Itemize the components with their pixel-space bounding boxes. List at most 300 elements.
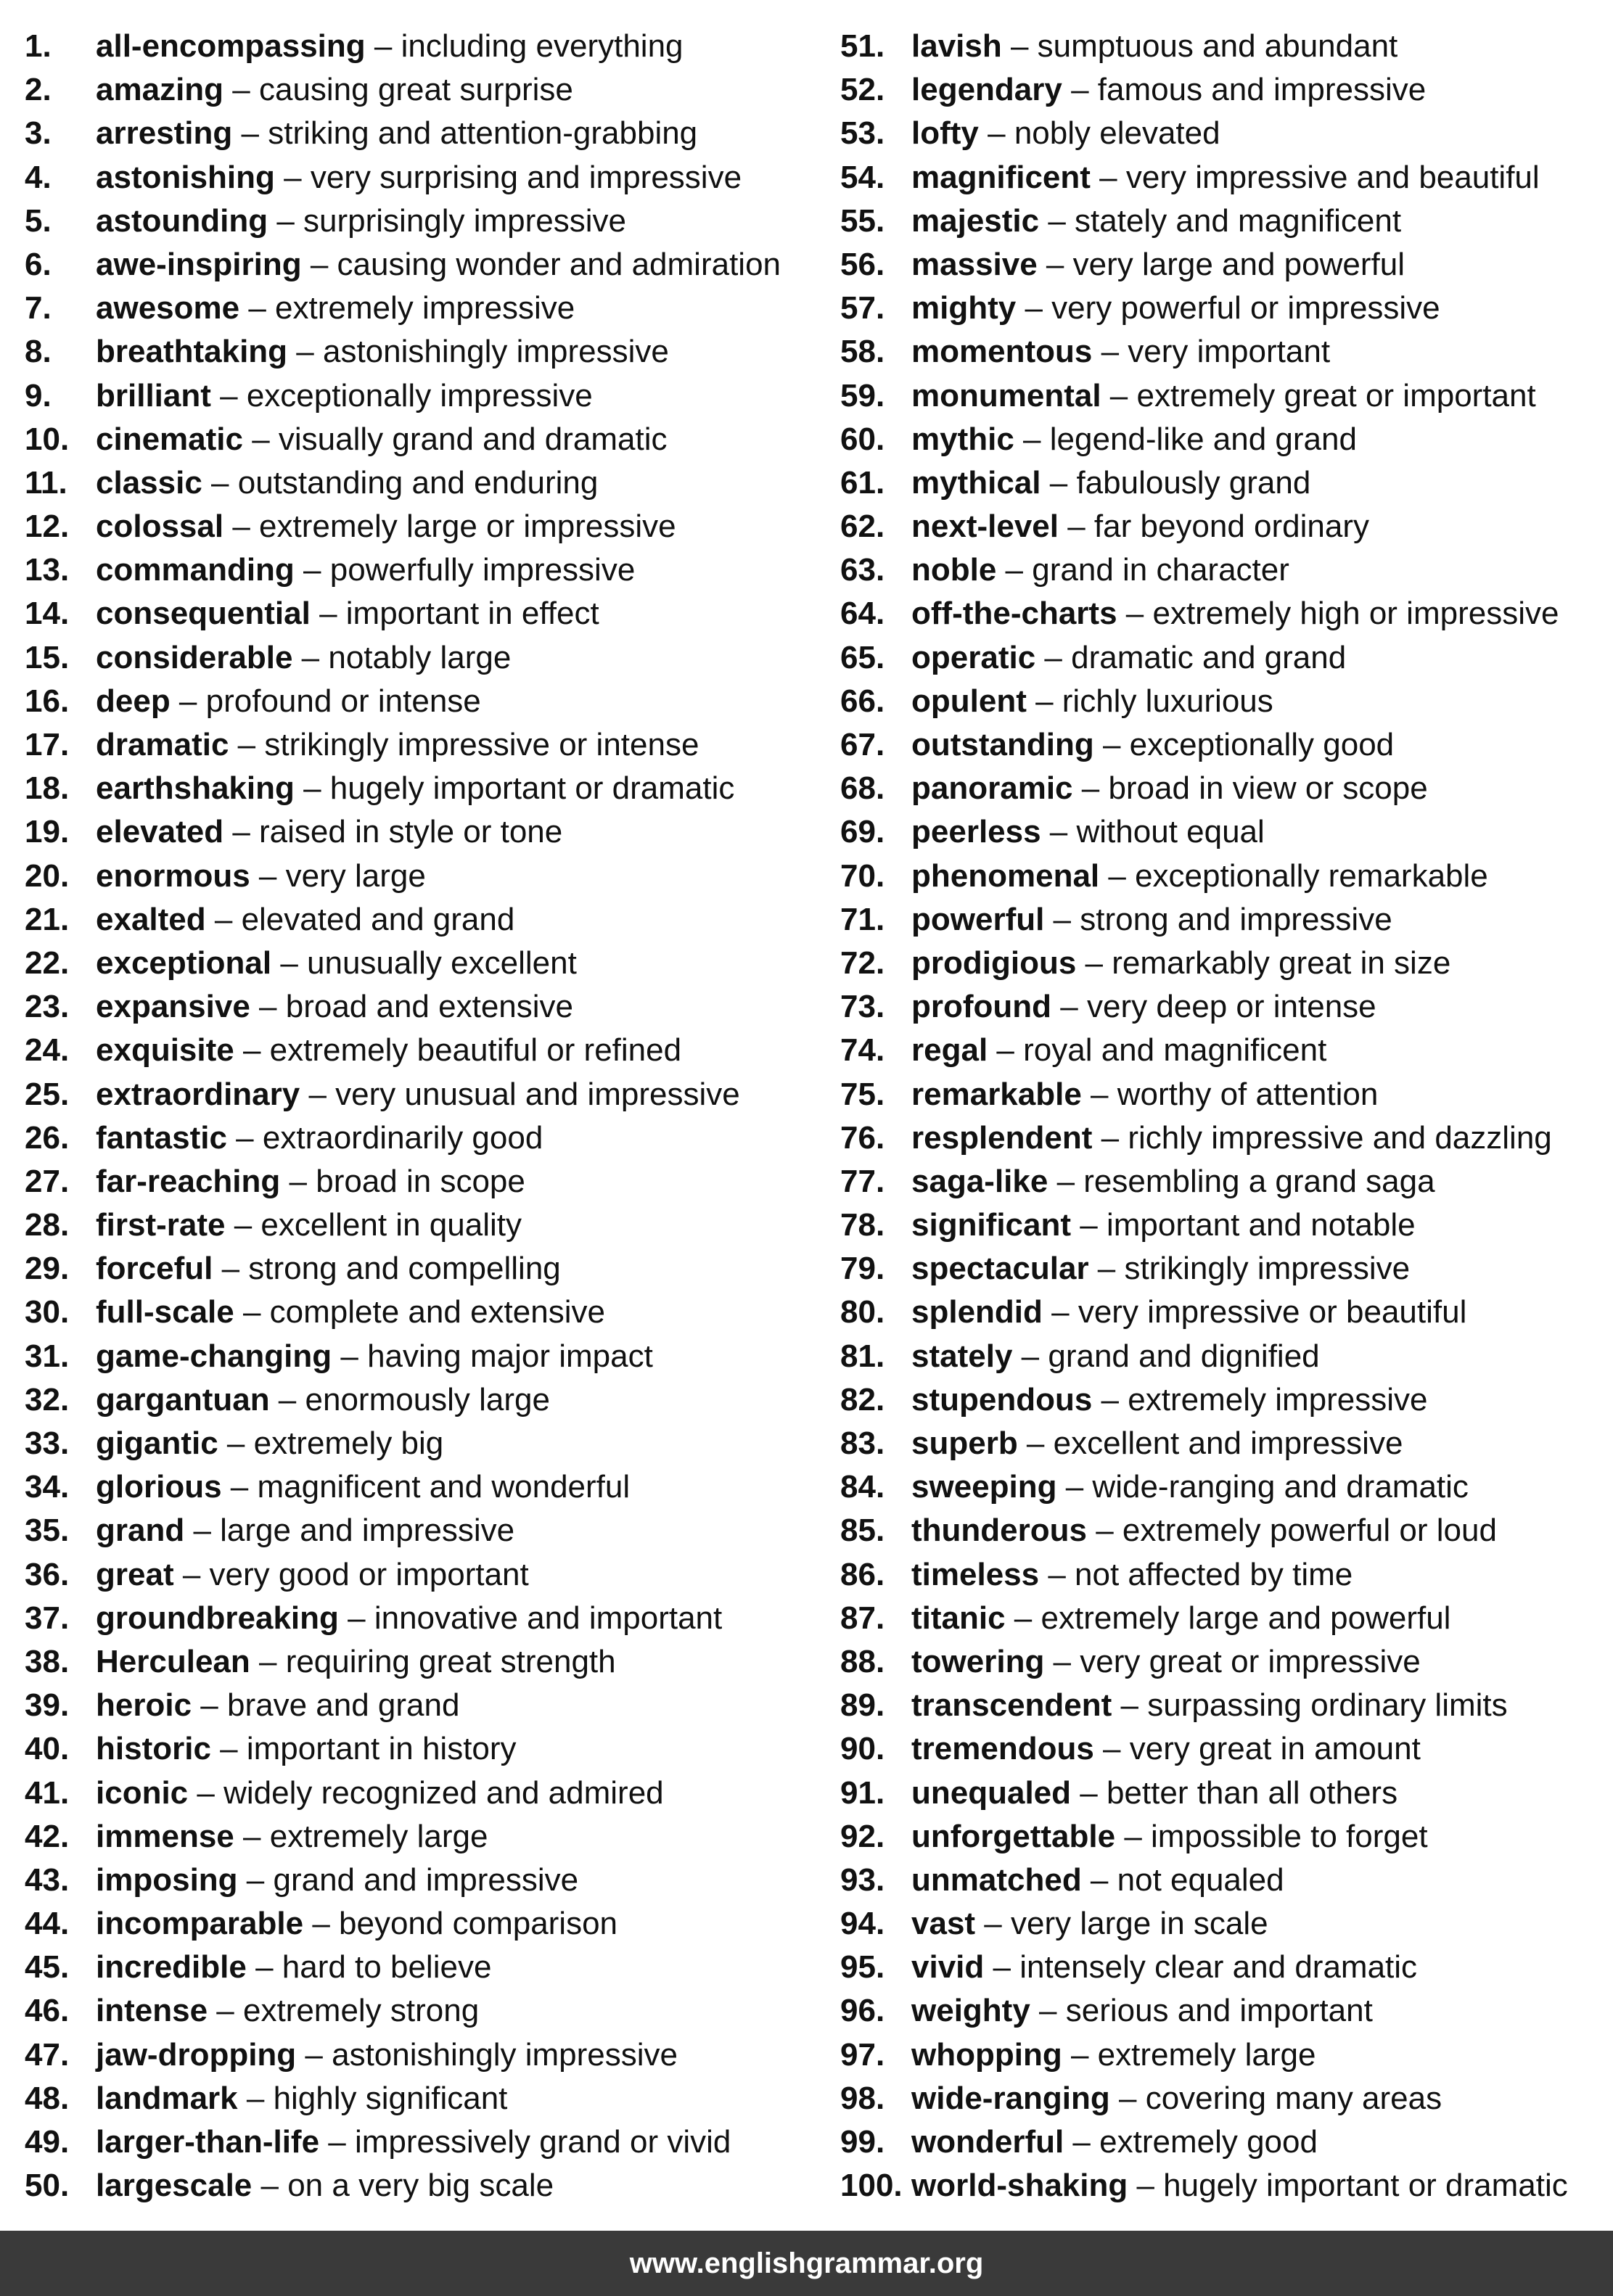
list-item-word: consequential (96, 596, 311, 632)
list-item-number: 45. (25, 1949, 70, 1986)
list-item (25, 505, 808, 548)
list-item-definition: causing wonder and admiration (337, 246, 781, 282)
list-item-number: 37. (25, 1600, 70, 1636)
list-item-dash: – (237, 1861, 274, 1898)
footer-url: www.englishgrammar.org (629, 2247, 984, 2279)
list-item-dash: – (301, 246, 337, 282)
list-item-dash: – (1048, 1163, 1084, 1199)
list-item-word: amazing (96, 72, 224, 108)
list-item-number: 44. (25, 1906, 70, 1942)
list-item (840, 156, 1609, 199)
list-item (840, 68, 1609, 112)
list-item (840, 1203, 1609, 1247)
list-item-dash: – (1026, 683, 1062, 719)
list-item-number: 77. (840, 1163, 885, 1199)
list-item-definition: highly significant (273, 2080, 508, 2116)
list-item-word: mythic (911, 421, 1014, 457)
list-item-number: 22. (25, 945, 70, 981)
list-item-dash: – (303, 1906, 340, 1942)
list-item-dash: – (225, 1207, 261, 1243)
list-item-dash: – (242, 421, 279, 457)
list-item-number: 9. (25, 377, 52, 413)
list-item-definition: very impressive or beautiful (1078, 1294, 1467, 1330)
list-item-number: 14. (25, 596, 70, 632)
list-item-number: 86. (840, 1556, 885, 1592)
list-item-dash: – (246, 1949, 282, 1986)
list-item (840, 1160, 1609, 1203)
list-item-definition: better than all others (1106, 1774, 1398, 1811)
list-item-word: glorious (96, 1469, 222, 1505)
list-item (25, 1160, 808, 1203)
list-item-number: 4. (25, 159, 52, 195)
list-item-definition: elevated and grand (241, 901, 515, 937)
list-item-number: 80. (840, 1294, 885, 1330)
list-item-dash: – (338, 1600, 374, 1636)
list-item-number: 23. (25, 989, 70, 1025)
list-item-word: outstanding (911, 727, 1094, 762)
list-item-dash: – (1044, 901, 1080, 937)
list-item-word: great (96, 1556, 174, 1592)
list-item-dash: – (1090, 159, 1126, 195)
list-item-dash: – (996, 552, 1033, 588)
list-item (25, 418, 808, 461)
list-item-number: 41. (25, 1774, 70, 1811)
list-item-dash: – (208, 1993, 243, 2029)
list-item-word: astonishing (96, 159, 275, 195)
list-item-definition: very good or important (209, 1556, 529, 1592)
list-item-definition: strong and compelling (248, 1251, 561, 1287)
list-item (840, 723, 1609, 767)
list-item-number: 53. (840, 115, 885, 152)
list-item-word: unequaled (911, 1774, 1072, 1811)
list-item (840, 374, 1609, 418)
list-item-number: 11. (25, 464, 67, 501)
list-item-definition: grand and impressive (273, 1861, 579, 1898)
list-item-dash: – (1101, 377, 1137, 413)
list-item-word: groundbreaking (96, 1600, 339, 1636)
list-item-definition: extremely good (1099, 2124, 1318, 2160)
list-item-dash: – (1109, 2080, 1146, 2116)
list-item-dash: – (1016, 290, 1052, 326)
list-item-word: transcendent (911, 1687, 1112, 1724)
list-item-number: 12. (25, 509, 70, 545)
list-item-definition: exceptionally impressive (246, 377, 593, 413)
list-item-definition: far beyond ordinary (1093, 509, 1370, 545)
list-item-definition: very large (285, 857, 426, 894)
list-item (840, 1684, 1609, 1727)
list-item-word: historic (96, 1731, 211, 1767)
list-item-word: dramatic (96, 727, 229, 762)
list-item-word: jaw-dropping (96, 2036, 297, 2073)
list-item-dash: – (232, 115, 268, 152)
list-item-dash: – (1014, 421, 1050, 457)
list-item-dash: – (1072, 770, 1109, 807)
list-item-definition: richly luxurious (1062, 683, 1273, 719)
list-item-number: 72. (840, 945, 885, 981)
list-item (25, 25, 808, 68)
list-item-number: 91. (840, 1774, 885, 1811)
list-item-definition: serious and important (1065, 1993, 1373, 2029)
list-item-word: lavish (911, 28, 1002, 64)
list-item-number: 67. (840, 727, 885, 762)
list-item (25, 680, 808, 723)
list-item (840, 1509, 1609, 1552)
list-item-number: 95. (840, 1949, 885, 1986)
list-item-dash: – (310, 596, 346, 632)
list-item-definition: without equal (1076, 814, 1265, 850)
list-item (25, 1553, 808, 1597)
list-item-number: 8. (25, 334, 52, 370)
list-item-word: expansive (96, 989, 250, 1025)
list-item-word: massive (911, 246, 1038, 282)
list-item-number: 97. (840, 2036, 885, 2073)
list-item-number: 57. (840, 290, 885, 326)
list-item-definition: profound or intense (205, 683, 481, 719)
list-item (25, 1422, 808, 1465)
list-item-dash: – (1092, 1381, 1128, 1417)
list-item-number: 74. (840, 1032, 885, 1069)
list-item-number: 13. (25, 552, 70, 588)
list-item-dash: – (287, 334, 323, 370)
list-item-number: 82. (840, 1381, 885, 1417)
list-item-dash: – (218, 1425, 254, 1461)
list-item (25, 1902, 808, 1946)
list-item (840, 1946, 1609, 1989)
list-item-definition: resembling a grand saga (1083, 1163, 1435, 1199)
list-item-dash: – (1042, 1294, 1078, 1330)
list-item-number: 47. (25, 2036, 70, 2073)
list-item-word: largescale (96, 2168, 253, 2204)
list-item (25, 68, 808, 112)
list-item (840, 855, 1609, 898)
list-item-dash: – (300, 1076, 336, 1112)
list-item (840, 2033, 1609, 2077)
list-item (25, 2033, 808, 2077)
list-item-word: Herculean (96, 1643, 250, 1679)
list-item-word: wonderful (911, 2124, 1064, 2160)
list-item-word: world-shaking (911, 2168, 1128, 2204)
list-item-dash: – (192, 1687, 227, 1724)
list-item (25, 1073, 808, 1116)
list-item-word: commanding (96, 552, 295, 588)
list-item-definition: surprisingly impressive (303, 202, 627, 239)
list-item-definition: extremely beautiful or refined (269, 1032, 682, 1069)
list-item-definition: extremely large (1097, 2036, 1316, 2073)
list-item-word: stupendous (911, 1381, 1093, 1417)
list-item-number: 65. (840, 639, 885, 675)
list-item-number: 92. (840, 1818, 885, 1854)
list-item (25, 287, 808, 330)
list-item-number: 73. (840, 989, 885, 1025)
list-item-dash: – (1039, 1556, 1075, 1592)
list-item (840, 1553, 1609, 1597)
list-item-word: larger-than-life (96, 2124, 320, 2160)
list-item-number: 96. (840, 1993, 885, 2029)
list-item (25, 330, 808, 374)
list-item (25, 1029, 808, 1072)
list-item-word: far-reaching (96, 1163, 281, 1199)
list-item-dash: – (223, 509, 260, 545)
list-item-dash: – (292, 639, 329, 675)
list-item-number: 61. (840, 464, 885, 501)
list-item-definition: innovative and important (374, 1600, 723, 1636)
list-item-definition: astonishingly impressive (332, 2036, 678, 2073)
list-item-dash: – (1088, 1251, 1125, 1287)
list-item-definition: striking and attention-grabbing (268, 115, 698, 152)
list-item (840, 287, 1609, 330)
list-item-dash: – (170, 683, 206, 719)
list-item-definition: important in effect (345, 596, 599, 632)
list-item-definition: outstanding and enduring (237, 464, 599, 501)
list-item-dash: – (1062, 2036, 1098, 2073)
list-item-word: all-encompassing (96, 28, 366, 64)
list-item-number: 28. (25, 1207, 70, 1243)
list-item (25, 112, 808, 155)
list-item-definition: nobly elevated (1014, 115, 1220, 152)
list-item-word: cinematic (96, 421, 243, 457)
list-item-dash: – (223, 814, 260, 850)
list-item-number: 32. (25, 1381, 70, 1417)
list-item-dash: – (1037, 246, 1073, 282)
list-item-dash: – (184, 1513, 221, 1549)
list-item-word: unforgettable (911, 1818, 1116, 1854)
list-item-dash: – (234, 1294, 270, 1330)
list-item-definition: widely recognized and admired (223, 1774, 664, 1811)
list-item-definition: brave and grand (226, 1687, 460, 1724)
list-item-number: 40. (25, 1731, 70, 1767)
list-item-word: extraordinary (96, 1076, 300, 1112)
list-item-number: 98. (840, 2080, 885, 2116)
list-item-definition: exceptionally remarkable (1135, 857, 1488, 894)
list-item-number: 68. (840, 770, 885, 807)
list-item-number: 49. (25, 2124, 70, 2160)
list-item-definition: wide-ranging and dramatic (1092, 1469, 1469, 1505)
list-item-definition: broad in view or scope (1108, 770, 1428, 807)
list-item-number: 58. (840, 334, 885, 370)
list-item-dash: – (239, 290, 276, 326)
list-item-dash: – (221, 1469, 258, 1505)
list-item-number: 87. (840, 1600, 885, 1636)
list-item-dash: – (205, 901, 242, 937)
list-item-number: 33. (25, 1425, 70, 1461)
list-item-number: 88. (840, 1643, 885, 1679)
list-item-word: majestic (911, 202, 1040, 239)
list-item-number: 38. (25, 1643, 70, 1679)
list-item-definition: covering many areas (1145, 2080, 1442, 2116)
list-item-number: 52. (840, 72, 885, 108)
list-item-dash: – (294, 552, 330, 588)
list-item-number: 43. (25, 1861, 70, 1898)
list-item (840, 418, 1609, 461)
list-item (25, 1640, 808, 1684)
list-item-dash: – (1030, 1993, 1066, 2029)
list-item-definition: very unusual and impressive (335, 1076, 740, 1112)
list-item (840, 767, 1609, 810)
list-item-word: grand (96, 1513, 185, 1549)
list-item (25, 855, 808, 898)
list-item-dash: – (978, 115, 1014, 152)
list-item-number: 76. (840, 1119, 885, 1156)
list-item-dash: – (1092, 1119, 1128, 1156)
list-item-number: 54. (840, 159, 885, 195)
list-item-word: operatic (911, 639, 1036, 675)
list-item (25, 810, 808, 854)
list-item-dash: – (188, 1774, 224, 1811)
list-item (840, 1640, 1609, 1684)
list-item-definition: extremely large and powerful (1041, 1600, 1451, 1636)
list-item-definition: grand and dignified (1048, 1338, 1320, 1374)
list-item-number: 39. (25, 1687, 70, 1724)
list-item-word: exquisite (96, 1032, 234, 1069)
list-item-word: titanic (911, 1600, 1006, 1636)
list-item (840, 1859, 1609, 1902)
list-item-dash: – (1041, 464, 1077, 501)
list-item (25, 2120, 808, 2164)
list-item-dash: – (365, 28, 401, 64)
list-item-number: 100. (840, 2168, 903, 2204)
list-item-definition: powerfully impressive (329, 552, 636, 588)
list-item-definition: impossible to forget (1151, 1818, 1428, 1854)
list-item-dash: – (1093, 727, 1130, 762)
list-item-dash: – (1012, 1338, 1048, 1374)
list-item-definition: extremely strong (242, 1993, 480, 2029)
list-item-number: 2. (25, 72, 52, 108)
list-item-definition: very important (1128, 334, 1331, 370)
list-item-number: 46. (25, 1993, 70, 2029)
list-item-word: regal (911, 1032, 988, 1069)
list-item-word: awe-inspiring (96, 246, 302, 282)
list-item-word: remarkable (911, 1076, 1082, 1112)
list-item (840, 112, 1609, 155)
list-item-number: 29. (25, 1251, 70, 1287)
list-item-number: 17. (25, 727, 70, 762)
list-item (25, 1291, 808, 1334)
list-item-definition: hugely important or dramatic (329, 770, 735, 807)
list-item-word: forceful (96, 1251, 213, 1287)
list-item (25, 1859, 808, 1902)
list-item-dash: – (223, 72, 259, 108)
list-item-dash: – (296, 2036, 332, 2073)
list-item-word: opulent (911, 683, 1027, 719)
list-item-word: magnificent (911, 159, 1091, 195)
list-item-definition: extremely powerful or loud (1122, 1513, 1497, 1549)
list-item-definition: dramatic and grand (1071, 639, 1347, 675)
list-item-definition: very deep or intense (1086, 989, 1376, 1025)
list-item (840, 592, 1609, 635)
list-item-word: vivid (911, 1949, 985, 1986)
list-item-word: full-scale (96, 1294, 234, 1330)
list-item-number: 71. (840, 901, 885, 937)
list-item-dash: – (1086, 1513, 1122, 1549)
list-item (25, 1989, 808, 2033)
list-item (840, 985, 1609, 1029)
list-item (25, 2077, 808, 2120)
list-item-dash: – (173, 1556, 210, 1592)
list-item-number: 5. (25, 202, 52, 239)
list-item (25, 767, 808, 810)
list-item-number: 56. (840, 246, 885, 282)
list-item-definition: exceptionally good (1129, 727, 1395, 762)
list-item-dash: – (1081, 1076, 1117, 1112)
list-item-number: 21. (25, 901, 70, 937)
list-item-word: off-the-charts (911, 596, 1117, 632)
list-item-dash: – (252, 2168, 288, 2204)
list-item-definition: very powerful or impressive (1051, 290, 1440, 326)
list-item-definition: intensely clear and dramatic (1019, 1949, 1418, 1986)
list-item-dash: – (1041, 814, 1077, 850)
list-item-number: 81. (840, 1338, 885, 1374)
list-item-number: 48. (25, 2080, 70, 2116)
list-item-number: 70. (840, 857, 885, 894)
list-item (840, 1727, 1609, 1771)
list-item-word: saga-like (911, 1163, 1048, 1199)
list-item-dash: – (1112, 1687, 1148, 1724)
list-item (25, 985, 808, 1029)
list-item-dash: – (1081, 1861, 1117, 1898)
list-item (25, 942, 808, 985)
list-item-word: profound (911, 989, 1052, 1025)
list-item-word: mighty (911, 290, 1017, 326)
list-item (840, 898, 1609, 942)
list-item-definition: magnificent and wonderful (257, 1469, 631, 1505)
list-item-definition: raised in style or tone (259, 814, 563, 850)
list-item-definition: broad and extensive (285, 989, 574, 1025)
list-item-number: 31. (25, 1338, 70, 1374)
list-item-definition: extremely large (269, 1818, 488, 1854)
list-item (25, 2164, 808, 2207)
list-item-word: fantastic (96, 1119, 227, 1156)
list-item-number: 30. (25, 1294, 70, 1330)
list-item-number: 79. (840, 1251, 885, 1287)
list-item-definition: very great in amount (1129, 1731, 1421, 1767)
list-item-word: wide-ranging (911, 2080, 1110, 2116)
list-item-number: 16. (25, 683, 70, 719)
list-item-word: exceptional (96, 945, 272, 981)
list-item-number: 51. (840, 28, 885, 64)
list-item-number: 93. (840, 1861, 885, 1898)
list-item-dash: – (1076, 945, 1112, 981)
list-item-definition: very large and powerful (1072, 246, 1405, 282)
list-item-dash: – (250, 857, 286, 894)
list-item-dash: – (1071, 1207, 1107, 1243)
list-item-dash: – (1005, 1600, 1041, 1636)
list-item-word: imposing (96, 1861, 238, 1898)
list-item (840, 1291, 1609, 1334)
list-item-word: landmark (96, 2080, 238, 2116)
list-item-dash: – (332, 1338, 368, 1374)
list-item (25, 461, 808, 505)
list-item-word: phenomenal (911, 857, 1100, 894)
list-item-word: tremendous (911, 1731, 1094, 1767)
list-item (840, 330, 1609, 374)
list-item (25, 243, 808, 287)
list-item-word: game-changing (96, 1338, 332, 1374)
list-item (840, 1465, 1609, 1509)
list-item (25, 1378, 808, 1422)
list-item-number: 75. (840, 1076, 885, 1112)
list-item (25, 374, 808, 418)
list-item (840, 1815, 1609, 1859)
list-item (25, 1684, 808, 1727)
list-item (25, 1597, 808, 1640)
list-item-definition: royal and magnificent (1023, 1032, 1327, 1069)
list-item-definition: very impressive and beautiful (1125, 159, 1540, 195)
list-item-number: 10. (25, 421, 70, 457)
list-item-word: resplendent (911, 1119, 1093, 1156)
list-item-number: 27. (25, 1163, 70, 1199)
list-item-number: 85. (840, 1513, 885, 1549)
list-item-number: 89. (840, 1687, 885, 1724)
